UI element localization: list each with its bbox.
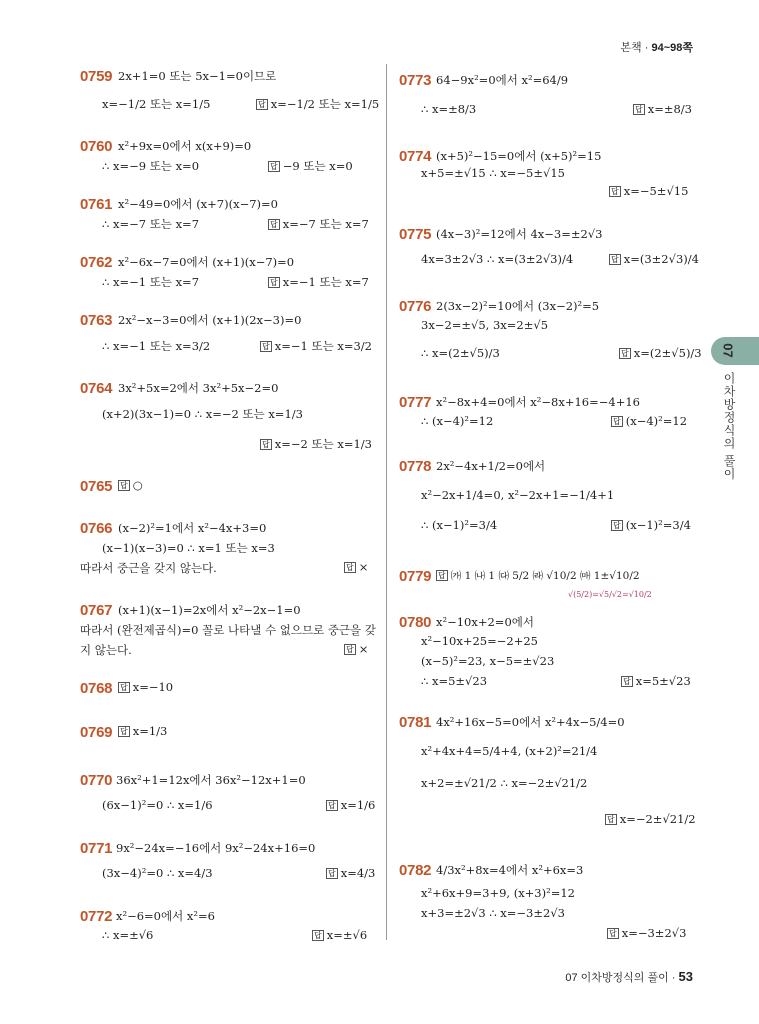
solution-line: 지 않는다.	[80, 643, 132, 657]
answer-text: (x−1)²=3/4	[625, 518, 691, 532]
answer-mark: 답	[346, 563, 354, 572]
problem-0775	[399, 224, 699, 266]
answer-mark: 답	[621, 349, 629, 358]
answer-mark: 답	[613, 521, 621, 530]
solution-line: x²+4x+4=5/4+4, (x+2)²=21/4	[421, 744, 598, 758]
problem-number: 0762	[80, 254, 113, 271]
answer-text: ×	[358, 560, 369, 574]
problem-0776	[399, 296, 702, 360]
answer-mark: 답	[611, 187, 619, 196]
answer-mark: 답	[607, 815, 615, 824]
answer	[344, 560, 368, 574]
answer-text: −9 또는 x=0	[282, 159, 353, 173]
problem-number: 0773	[399, 72, 432, 89]
answer-text: x=(3±2√3)/4	[623, 252, 699, 266]
answer-text: x=−5±√15	[623, 184, 689, 198]
problem-number: 0771	[80, 840, 113, 857]
answer-mark: 답	[609, 929, 617, 938]
answer-text: x=−3±2√3	[621, 926, 687, 940]
solution-line: 64−9x²=0에서 x²=64/9	[436, 73, 569, 87]
problem-0780	[399, 612, 691, 688]
solution-line: 4/3x²+8x=4에서 x²+6x=3	[436, 863, 584, 877]
problem-number: 0767	[80, 602, 113, 619]
solution-line: ∴ x=±√6	[102, 928, 154, 942]
problem-number: 0770	[80, 772, 113, 789]
solution-line: 2(3x−2)²=10에서 (3x−2)²=5	[436, 299, 600, 313]
page-header: 본책 · 94~98쪽	[620, 42, 693, 54]
solution-line: ∴ (x−1)²=3/4	[421, 518, 498, 532]
solution-line: x²−10x+2=0에서	[436, 615, 534, 629]
answer-text: x=−1 또는 x=3/2	[274, 339, 372, 353]
answer-mark: 답	[262, 342, 270, 351]
answer-mark: 답	[314, 931, 322, 940]
problem-0771	[80, 838, 376, 880]
answer-text: x=−10	[132, 680, 174, 694]
answer-mark: 답	[270, 220, 278, 229]
answer	[118, 724, 167, 738]
answer	[256, 96, 379, 112]
solution-line: ∴ x=−1 또는 x=3/2	[102, 339, 211, 353]
answer-mark: 답	[623, 677, 631, 686]
problem-number: 0780	[399, 614, 432, 631]
solution-line: (6x−1)²=0 ∴ x=1/6	[102, 798, 213, 812]
problem-number: 0774	[399, 148, 432, 165]
solution-line: x²−6=0에서 x²=6	[116, 909, 215, 923]
answer	[260, 436, 372, 452]
solution-line: 2x²−4x+1/2=0에서	[436, 459, 546, 473]
solution-line: x+5=±√15 ∴ x=−5±√15	[421, 166, 565, 180]
solution-line: x²−8x+4=0에서 x²−8x+16=−4+16	[436, 395, 640, 409]
problem-0777	[399, 392, 688, 428]
solution-line: x²−2x+1/4=0, x²−2x+1=−1/4+1	[421, 488, 615, 502]
problem-0762	[80, 252, 369, 289]
footer-chapter: 07 이차방정식의 풀이	[565, 972, 669, 984]
solution-line: x=−1/2 또는 x=1/5	[102, 97, 211, 111]
answer-mark: 답	[270, 278, 278, 287]
problem-0782	[399, 860, 687, 940]
answer-text: x=4/3	[340, 866, 376, 880]
answer	[118, 680, 173, 694]
problem-0781	[399, 712, 696, 826]
problem-number: 0768	[80, 680, 113, 697]
solution-line: (x−2)²=1에서 x²−4x+3=0	[118, 521, 267, 535]
problem-0760	[80, 136, 353, 173]
problem-0778	[399, 456, 691, 532]
answer-text: ○	[132, 478, 143, 492]
answer	[609, 184, 688, 198]
answer-text: x=±√6	[326, 928, 368, 942]
answer-text: x=−1/2 또는 x=1/5	[270, 97, 380, 111]
problem-0764	[80, 378, 372, 451]
answer-mark: 답	[346, 645, 354, 654]
problem-number: 0759	[80, 68, 113, 85]
solution-line: 4x²+16x−5=0에서 x²+4x−5/4=0	[436, 715, 625, 729]
answer-mark: 답	[438, 571, 446, 580]
solution-line: x²−10x+25=−2+25	[421, 634, 538, 648]
solution-line: ∴ x=−9 또는 x=0	[102, 159, 200, 173]
problem-0779	[399, 566, 640, 585]
answer-text: x=(2±√5)/3	[633, 346, 702, 360]
answer-mark: 답	[120, 481, 128, 490]
answer-mark: 답	[328, 801, 336, 810]
problem-number: 0776	[399, 298, 432, 315]
solution-line: (x+5)²−15=0에서 (x+5)²=15	[436, 149, 602, 163]
problem-0770	[80, 770, 376, 812]
solution-line: 4x=3±2√3 ∴ x=(3±2√3)/4	[421, 252, 574, 266]
solution-line: 따라서 (완전제곱식)=0 꼴로 나타낼 수 없으므로 중근을 갖	[80, 623, 376, 637]
problem-number: 0782	[399, 862, 432, 879]
answer-mark: 답	[270, 162, 278, 171]
solution-line: (4x−3)²=12에서 4x−3=±2√3	[436, 227, 603, 241]
chapter-tab-number: 07	[720, 343, 736, 358]
solution-line: (x−5)²=23, x−5=±√23	[421, 654, 555, 668]
solution-line: ∴ (x−4)²=12	[421, 414, 494, 428]
answer-mark: 답	[635, 105, 643, 114]
solution-line: x+2=±√21/2 ∴ x=−2±√21/2	[421, 776, 588, 790]
solution-line: x²+9x=0에서 x(x+9)=0	[118, 139, 252, 153]
answer	[436, 568, 640, 583]
solution-line: ∴ x=−1 또는 x=7	[102, 275, 200, 289]
answer-text: x=−2±√21/2	[619, 812, 696, 826]
answer-mark: 답	[328, 869, 336, 878]
solution-line: ∴ x=5±√23	[421, 674, 488, 688]
problem-number: 0772	[80, 908, 113, 925]
answer	[268, 216, 369, 232]
problem-0767	[80, 600, 376, 657]
answer-text: (x−4)²=12	[625, 414, 688, 428]
problem-0766	[80, 518, 369, 575]
problem-number: 0775	[399, 226, 432, 243]
problem-0759	[80, 66, 380, 111]
answer	[609, 252, 699, 266]
margin-note: √(5/2)=√5/√2=√10/2	[568, 590, 652, 599]
problem-number: 0769	[80, 724, 113, 741]
solution-line: 3x−2=±√5, 3x=2±√5	[421, 318, 549, 332]
problem-number: 0761	[80, 196, 113, 213]
problem-number: 0778	[399, 458, 432, 475]
answer-mark: 답	[262, 440, 270, 449]
solution-line: (x+2)(3x−1)=0 ∴ x=−2 또는 x=1/3	[102, 407, 303, 421]
answer-text: x=±8/3	[647, 102, 692, 116]
answer	[344, 642, 368, 656]
answer	[326, 798, 375, 812]
answer-text: x=1/6	[340, 798, 376, 812]
problem-number: 0777	[399, 394, 432, 411]
problem-number: 0760	[80, 138, 113, 155]
problem-0765	[80, 476, 143, 495]
answer-text: ㈎ 1 ㈏ 1 ㈐ 5/2 ㈑ √10/2 ㈒ 1±√10/2	[450, 570, 640, 582]
solution-line: ∴ x=−7 또는 x=7	[102, 217, 200, 231]
problem-number: 0779	[399, 568, 432, 585]
answer-text: x=1/3	[132, 724, 168, 738]
answer	[611, 414, 687, 428]
problem-number: 0764	[80, 380, 113, 397]
answer	[619, 346, 702, 360]
solution-line: ∴ x=±8/3	[421, 102, 477, 116]
solution-line: x²−49=0에서 (x+7)(x−7)=0	[118, 197, 278, 211]
chapter-tab-title: 이차방정식의 풀이	[722, 372, 736, 481]
answer	[268, 274, 369, 290]
chapter-tab[interactable]	[711, 337, 759, 365]
answer-text: x=5±√23	[635, 674, 691, 688]
answer-mark: 답	[258, 100, 266, 109]
answer	[605, 812, 696, 826]
answer	[633, 102, 692, 116]
problem-0772	[80, 906, 368, 942]
answer	[326, 866, 375, 880]
problem-0763	[80, 310, 372, 353]
column-divider	[386, 64, 387, 940]
answer	[268, 158, 353, 174]
answer	[607, 926, 686, 940]
page-number: 53	[678, 969, 693, 984]
problem-0769	[80, 722, 168, 741]
answer-mark: 답	[120, 683, 128, 692]
answer	[312, 928, 367, 942]
answer	[260, 338, 372, 354]
answer-mark: 답	[613, 417, 621, 426]
solution-line: 9x²−24x=−16에서 9x²−24x+16=0	[116, 841, 316, 855]
problem-number: 0765	[80, 478, 113, 495]
header-book: 본책	[620, 42, 642, 54]
header-pages: 94~98쪽	[651, 42, 693, 54]
solution-line: 2x+1=0 또는 5x−1=0이므로	[118, 69, 277, 83]
answer	[611, 518, 691, 532]
solution-line: (3x−4)²=0 ∴ x=4/3	[102, 866, 213, 880]
solution-line: ∴ x=(2±√5)/3	[421, 346, 500, 360]
answer	[118, 478, 143, 492]
solution-line: 3x²+5x=2에서 3x²+5x−2=0	[118, 381, 279, 395]
problem-number: 0766	[80, 520, 113, 537]
solution-line: (x+1)(x−1)=2x에서 x²−2x−1=0	[118, 603, 301, 617]
answer-text: ×	[358, 642, 369, 656]
answer	[621, 674, 691, 688]
solution-line: x+3=±2√3 ∴ x=−3±2√3	[421, 906, 565, 920]
problem-number: 0781	[399, 714, 432, 731]
solution-line: x²−6x−7=0에서 (x+1)(x−7)=0	[118, 255, 295, 269]
solution-line: 36x²+1=12x에서 36x²−12x+1=0	[116, 773, 306, 787]
solution-line: (x−1)(x−3)=0 ∴ x=1 또는 x=3	[102, 541, 275, 555]
answer-text: x=−1 또는 x=7	[282, 275, 369, 289]
answer-mark: 답	[120, 727, 128, 736]
solution-line: 따라서 중근을 갖지 않는다.	[80, 561, 217, 575]
answer-mark: 답	[611, 255, 619, 264]
solution-line: 2x²−x−3=0에서 (x+1)(2x−3)=0	[118, 313, 302, 327]
answer-text: x=−2 또는 x=1/3	[274, 437, 372, 451]
answer-text: x=−7 또는 x=7	[282, 217, 369, 231]
problem-0774	[399, 146, 689, 198]
problem-0768	[80, 678, 174, 697]
solution-line: x²+6x+9=3+9, (x+3)²=12	[421, 886, 575, 900]
problem-number: 0763	[80, 312, 113, 329]
page-footer: 07 이차방정식의 풀이 · 53	[565, 969, 693, 984]
problem-0773	[399, 70, 692, 116]
problem-0761	[80, 194, 369, 231]
